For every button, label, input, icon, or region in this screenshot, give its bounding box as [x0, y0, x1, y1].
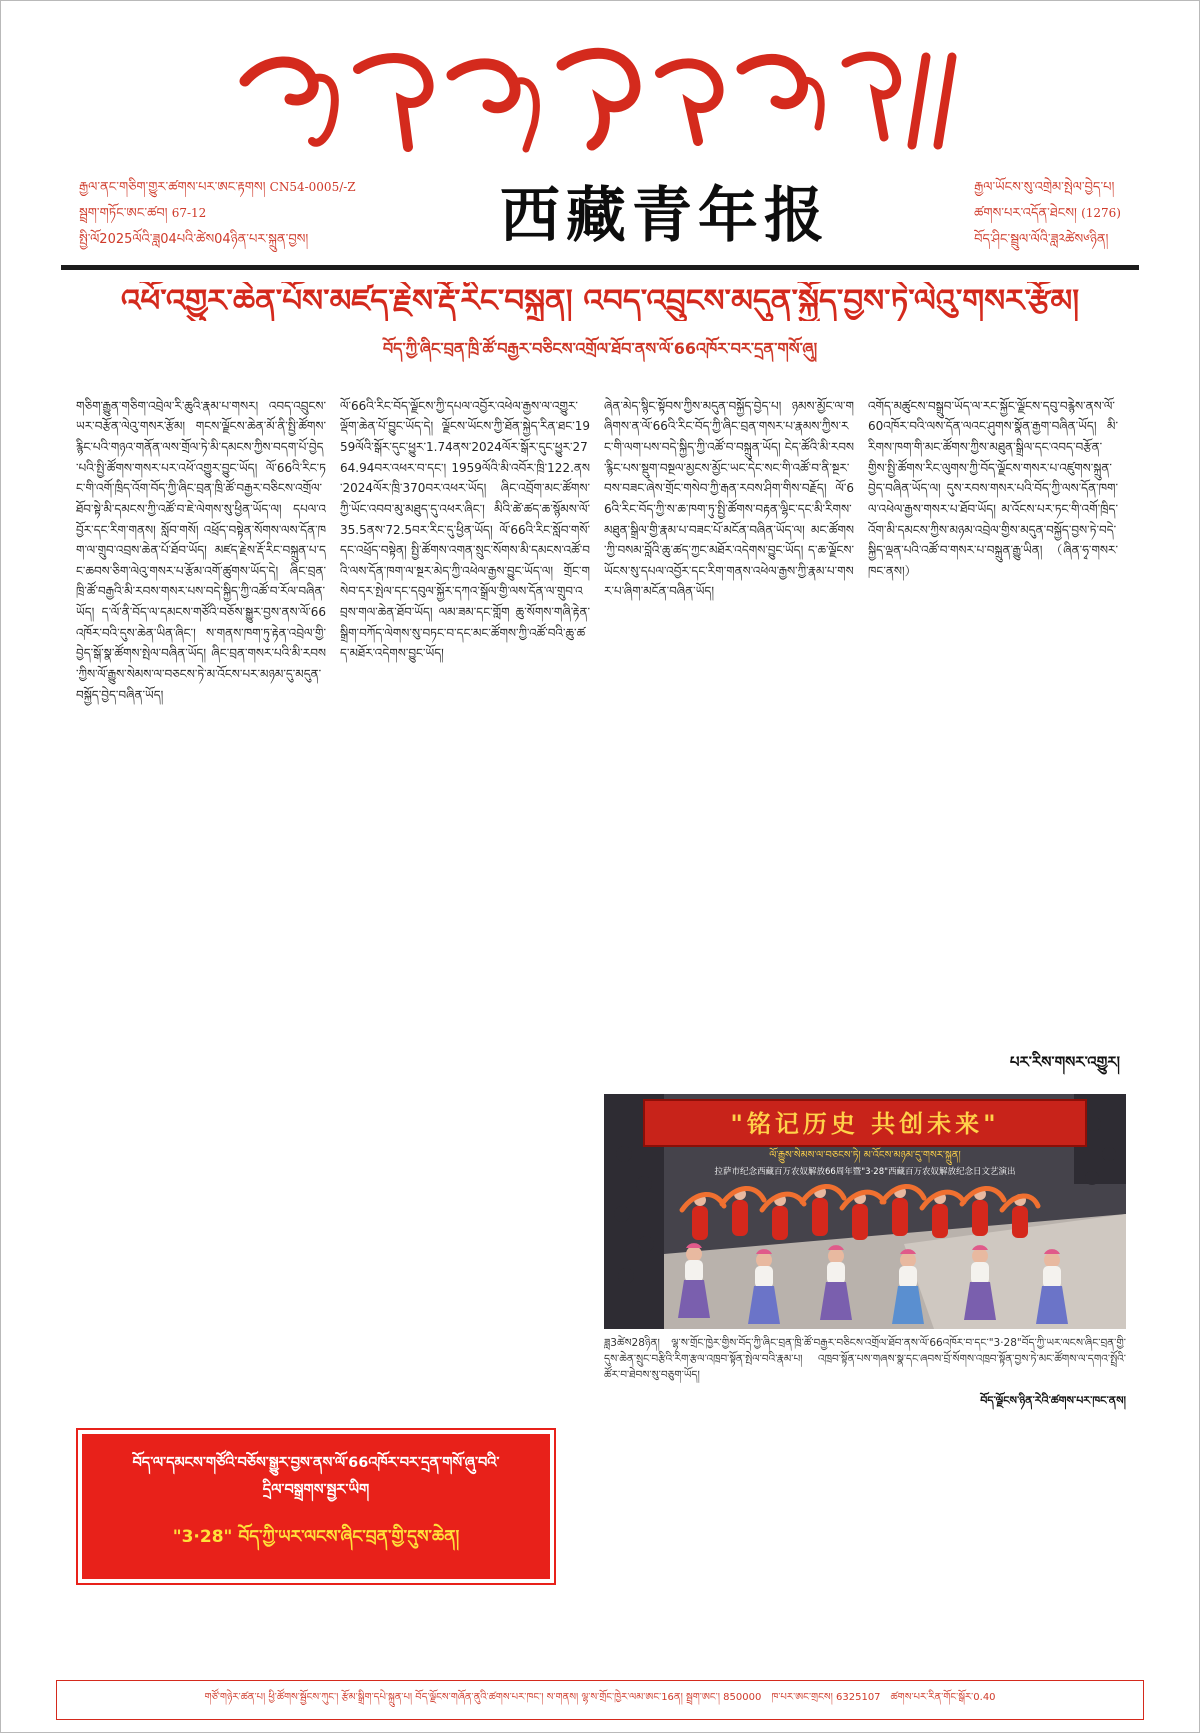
- sub-headline: བོད་ཀྱི་ཞིང་བྲན་ཁྲི་ཚོ་བརྒྱར་བཅིངས་འགྲོལ་ཐོབ་ནས་ལོ་66འཁོར་བར་དྲན་གསོ་ཞུ།: [382, 338, 818, 358]
- issue-label: ཚགས་པར་འདོན་ཐེངས།: [974, 206, 1077, 221]
- postal-label: སྦྲག་གཏོང་ཨང་ཚབ།: [79, 206, 168, 221]
- header-row: [1, 169, 1199, 253]
- notice-highlight: "3·28" བོད་ཀྱི་ཡར་ལངས་ཞིང་བྲན་གྱི་དུས་ཆེན།: [172, 1527, 460, 1548]
- tibetan-date-line: བོད་ཤིང་སྦྲུལ་ལོའི་ཟླ༢ཚེས༦ཉིན།: [974, 232, 1109, 247]
- masthead: [1, 1, 1199, 169]
- body-column-4: འགོད་མཚུངས་བསྒྲུབ་ཡོད་ལ་རང་སྐྱོང་ལྗོངས་དབུ་བརྙེས་ནས་ལོ་60འཁོར་བའི་ལས་དོན་ལའང་ཤུགས་སྣོན་རྒྱག་བཞིན་ཡོད། མི་རིགས་ཁག་གི་མང་ཚོགས་ཀྱིས་མཐུན་སྒྲིལ་དང་འབད་བརྩོན་གྱིས་སྤྱི་ཚོགས་རིང་ལུགས་ཀྱི་བོད་ལྗོངས་གསར་པ་འཛུགས་སྐྲུན་བྱེད་བཞིན་ཡོད་ལ། དུས་རབས་གསར་པའི་བོད་ཀྱི་ལས་དོན་ཁག་ལ་འཕེལ་རྒྱས་གསར་པ་ཐོབ་ཡོད། མ་འོངས་པར་ཏང་གི་འགོ་ཁྲིད་འོག་མི་དམངས་ཀྱིས་མཉམ་འབྲེལ་གྱིས་མདུན་བསྐྱོད་བྱས་ཏེ་བདེ་སྐྱིད་ལྡན་པའི་འཚོ་བ་གསར་པ་བསྐྲུན་རྒྱུ་ཡིན། （ཞིན་ཧྭ་གསར་ཁང་ནས།）: [868, 398, 1118, 578]
- footer-publisher-bar: གཙོ་གཉེར་ཚན་པ། ཕྱི་ཚོགས་སྦྱོངས་ཀུང་། རྩོམ་སྒྲིག་དཔེ་སྐྲུན་པ། བོད་ལྗོངས་གཞོན་ནུའི་ཚགས་པར་ཁང་། ས་གནས། ལྷ་ས་གྲོང་ཁྱེར་ལམ་ཨང་16ན། སྦྲག་ཨང་། 850000 ཁ་པར་ཨང་གྲངས། 6325107 ཚགས་པར་རིན་གོང་སྒོར་0.40: [56, 1680, 1144, 1720]
- left-column-stack: [76, 396, 590, 1586]
- masthead-calligraphy-icon: [190, 29, 1010, 169]
- body-column-1: གཅིག་རྒྱུན་གཅིག་འབྲེལ་རི་ཆུའི་རྣམ་པ་གསར། འབད་འབྲུངས་ཡར་བརྩོན་ལེའུ་གསར་རྩོམ། གངས་ལྗོངས་ཆེན་མོ་ནི་སྤྱི་ཚོགས་རྙིང་པའི་གཉའ་གནོན་ལས་གྲོལ་ཏེ་མི་དམངས་ཀྱིས་བདག་པོ་བྱེད་པའི་སྤྱི་ཚོགས་གསར་པར་འཕོ་འགྱུར་བྱུང་ཡོད། ལོ་66འི་རིང་ཏང་གི་འགོ་ཁྲིད་འོག་བོད་ཀྱི་ཞིང་བྲན་ཁྲི་ཚོ་བརྒྱར་བཅིངས་འགྲོལ་ཐོབ་སྟེ་མི་དམངས་ཀྱི་འཚོ་བ་ཇེ་ལེགས་སུ་ཕྱིན་ཡོད་ལ། དཔལ་འབྱོར་དང་རིག་གནས། སློབ་གསོ། འཕྲོད་བསྟེན་སོགས་ལས་དོན་ཁག་ལ་གྲུབ་འབྲས་ཆེན་པོ་ཐོབ་ཡོད། མཛད་རྗེས་རྡོ་རིང་བསྐྲུན་པ་དང་ཆབས་ཅིག་ལེའུ་གསར་པ་རྩོམ་འགོ་ཚུགས་ཡོད་དེ། ཞིང་བྲན་ཁྲི་ཚོ་བརྒྱའི་མི་རབས་གསར་པས་བདེ་སྐྱིད་ཀྱི་འཚོ་བ་རོལ་བཞིན་ཡོད། ད་ལོ་ནི་བོད་ལ་དམངས་གཙོའི་བཅོས་སྒྱུར་བྱས་ནས་ལོ་66འཁོར་བའི་དུས་ཆེན་ཡིན་ཞིང་། ས་གནས་ཁག་ཏུ་རྟེན་འབྲེལ་གྱི་བྱེད་སྒོ་སྣ་ཚོགས་སྤེལ་བཞིན་ཡོད། ཞིང་བྲན་གསར་པའི་མི་རབས་ཀྱིས་ལོ་རྒྱུས་སེམས་ལ་བཅངས་ཏེ་མ་འོངས་པར་མཉམ་དུ་མདུན་བསྐྱོད་བྱེད་བཞིན་ཡོད།: [76, 398, 326, 702]
- photo-credit: བོད་ལྗོངས་ཉིན་རེའི་ཚགས་པར་ཁང་ནས།: [980, 1393, 1126, 1407]
- banner-chinese-slogan: "铭记历史 共创未来": [730, 1109, 1000, 1138]
- red-dancers: [682, 1186, 1038, 1240]
- issue-number: (1276): [1081, 206, 1121, 220]
- photo-news-label: པར་རིས་གསར་འགྱུར།: [1009, 1052, 1120, 1071]
- postal-code: 67-12: [171, 206, 207, 220]
- header-left-block: [79, 175, 356, 253]
- registration-line: [79, 175, 356, 201]
- body-column-2: ལོ་66འི་རིང་བོད་ལྗོངས་ཀྱི་དཔལ་འབྱོར་འཕེལ་རྒྱས་ལ་འགྱུར་ལྡོག་ཆེན་པོ་བྱུང་ཡོད་དེ། ལྗོངས་ཡོངས་ཀྱི་ཐོན་སྐྱེད་རིན་ཐང་1959ལོའི་སྒོར་དུང་ཕྱུར་1.74ནས་2024ལོར་སྒོར་དུང་ཕྱུར་2764.94བར་འཕར་བ་དང་། 1959ལོའི་མི་འབོར་ཁྲི་122.ནས་2024ལོར་ཁྲི་370བར་འཕར་ཡོད། ཞིང་འབྲོག་མང་ཚོགས་ཀྱི་ཡོང་འབབ་མུ་མཐུད་དུ་འཕར་ཞིང་། མིའི་ཚེ་ཚད་ཆ་སྙོམས་ལོ་35.5ནས་72.5བར་རིང་དུ་ཕྱིན་ཡོད། ལོ་66འི་རིང་སློབ་གསོ་དང་འཕྲོད་བསྟེན། སྤྱི་ཚོགས་འགན་སྲུང་སོགས་མི་དམངས་འཚོ་བའི་ལས་དོན་ཁག་ལ་སྔར་མེད་ཀྱི་འཕེལ་རྒྱས་བྱུང་ཡོད་ལ། གྲོང་གསེབ་དར་སྤེལ་དང་དབུལ་སྐྱོར་དཀའ་སྒྲོལ་གྱི་ལས་དོན་ལ་གྲུབ་འབྲས་གལ་ཆེན་ཐོབ་ཡོད། ལམ་ཟམ་དང་གློག ཆུ་སོགས་གཞི་རྟེན་སྒྲིག་བཀོད་ལེགས་སུ་བཏང་བ་དང་མང་ཚོགས་ཀྱི་འཚོ་བའི་ཆུ་ཚད་མཐོར་འདེགས་བྱུང་ཡོད།: [340, 398, 590, 661]
- postal-line: [79, 201, 356, 227]
- divider-rule: [61, 265, 1139, 270]
- photo-caption: ཟླ3ཚེས28ཉིན། ལྷ་ས་གྲོང་ཁྱེར་གྱིས་བོད་ཀྱི་ཞིང་བྲན་ཁྲི་ཚོ་བརྒྱར་བཅིངས་འགྲོལ་ཐོབ་ནས་ལོ་66འཁོར་བ་དང་"3·28"བོད་ཀྱི་ཡར་ལངས་ཞིང་བྲན་གྱི་དུས་ཆེན་སྲུང་བརྩིའི་རིག་རྩལ་འཁྲབ་སྟོན་སྤེལ་བའི་རྣམ་པ། འཁྲབ་སྟོན་པས་གཞས་སྣ་དང་ཞབས་བྲོ་སོགས་འཁྲབ་སྟོན་བྱས་ཏེ་མང་ཚོགས་ལ་དགའ་སྤྲོའི་ཚོར་བ་ཐེབས་སུ་བཅུག་ཡོད།: [604, 1336, 1126, 1382]
- event-photo: [604, 1094, 1126, 1329]
- registration-label: རྒྱལ་ནང་གཅིག་གྱུར་ཚགས་པར་ཨང་རྟགས།: [79, 180, 266, 195]
- notice-box-inner: [82, 1434, 550, 1580]
- banner-subline: 拉萨市纪念西藏百万农奴解放66周年暨"3·28"西藏百万农奴解放纪念日文艺演出: [714, 1166, 1016, 1177]
- article-body: [76, 396, 1124, 1586]
- chinese-title: 西藏青年报: [499, 181, 830, 251]
- header-right-block: [974, 175, 1121, 253]
- body-column-3: ཞེན་མེད་སྙིང་སྟོབས་ཀྱིས་མདུན་བསྐྱོད་བྱེད་པ། ཉམས་མྱོང་ལ་གཞིགས་ན་ལོ་66འི་རིང་བོད་ཀྱི་ཞིང་བྲན་གསར་པ་རྣམས་ཀྱིས་རང་གི་ལག་པས་བདེ་སྐྱིད་ཀྱི་འཚོ་བ་བསྐྲུན་ཡོད། ངེད་ཚོའི་མི་རབས་རྙིང་པས་སྡུག་བསྔལ་མྱངས་མྱོང་ཡང་དེང་སང་གི་འཚོ་བ་ནི་སྔར་བས་བཟང་ཞེས་གྲོང་གསེབ་ཀྱི་རྒན་རབས་ཤིག་གིས་བརྗོད། ལོ་66འི་རིང་བོད་ཀྱི་ས་ཆ་ཁག་ཏུ་སྤྱི་ཚོགས་བརྟན་ལྷིང་དང་མི་རིགས་མཐུན་སྒྲིལ་གྱི་རྣམ་པ་བཟང་པོ་མངོན་བཞིན་ཡོད་ལ། མང་ཚོགས་ཀྱི་བསམ་བློའི་ཆུ་ཚད་ཀྱང་མཐོར་འདེགས་བྱུང་ཡོད། ད་ཆ་ལྗོངས་ཡོངས་སུ་དཔལ་འབྱོར་དང་རིག་གནས་འཕེལ་རྒྱས་ཀྱི་རྣམ་པ་གསར་པ་ཞིག་མངོན་བཞིན་ཡོད།: [604, 398, 854, 599]
- notice-line-1: བོད་ལ་དམངས་གཙོའི་བཅོས་སྒྱུར་བྱས་ནས་ལོ་66འཁོར་བར་དྲན་གསོ་ཞུ་བའི་: [132, 1454, 500, 1471]
- banner-tibetan-slogan: ལོ་རྒྱུས་སེམས་ལ་བཅངས་ཏེ། མ་འོངས་མཉམ་དུ་གསར་སྐྲུན།: [769, 1149, 961, 1161]
- distribution-line: རྒྱལ་ཡོངས་སུ་འགྲེམ་སྤེལ་བྱེད་པ།: [974, 180, 1115, 195]
- registration-number: CN54-0005/-Z: [269, 180, 356, 194]
- gregorian-date-line: སྤྱི་ལོ2025ལོའི་ཟླ04པའི་ཚེས04ཉིན་པར་སྐྲུན་བྱས།: [79, 232, 309, 247]
- main-headline: འཕོ་འགྱུར་ཆེན་པོས་མཛད་རྗེས་རྡོ་རིང་བསྐྲུན། འབད་འབྲུངས་མདུན་སྐྱོད་བྱས་ཏེ་ལེའུ་གསར་རྩོམ།: [120, 283, 1080, 319]
- notice-line-2: དྲིལ་བསྒྲགས་སྦྱར་ཡིག: [262, 1481, 370, 1498]
- notice-box: [76, 1428, 556, 1586]
- issue-line: [974, 201, 1121, 227]
- right-column-stack: [604, 396, 1126, 1586]
